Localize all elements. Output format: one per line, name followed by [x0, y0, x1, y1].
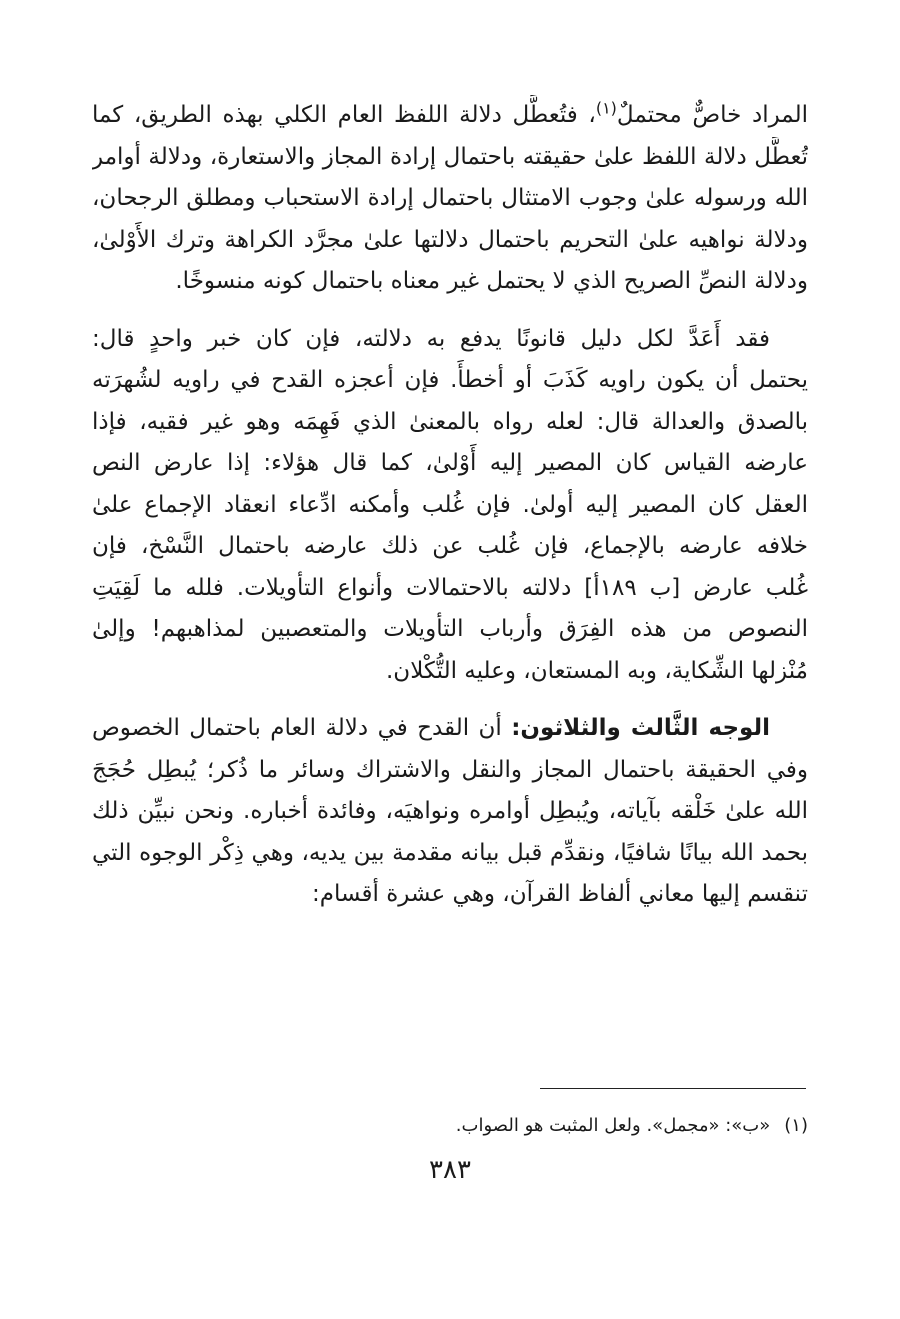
footnote-number: (١): [784, 1115, 808, 1136]
text-run: أن القدح في دلالة العام باحتمال الخصوص: [92, 715, 512, 741]
text-line: ودلالة نواهيه علىٰ التحريم باحتمال دلالتها علىٰ مجرَّد الكراهة وترك الأَوْلىٰ،: [92, 226, 808, 253]
footnote-text: «ب»: «مجمل». ولعل المثبت هو الصواب.: [455, 1115, 771, 1136]
text-line: خلافه عارضه بالإجماع، فإن غُلب عن ذلك عارضه باحتمال النَّسْخ، فإن: [92, 533, 808, 559]
text-line: [92, 708, 808, 750]
paragraph-1: [92, 95, 808, 303]
text-line: بحمد الله بيانًا شافيًا، ونقدِّم قبل بيانه مقدمة بين يديه، وهي ذِكْر الوجوه التي: [92, 839, 808, 866]
footnote: [92, 1112, 808, 1140]
page-body: [92, 95, 808, 916]
text-line: النصوص من هذه الفِرَق وأرباب التأويلات والمتعصبين لمذاهبهم! وإلىٰ: [92, 616, 808, 642]
footnote-marker[interactable]: (١): [595, 98, 617, 118]
text-line: ودلالة النصِّ الصريح الذي لا يحتمل غير معناه باحتمال كونه منسوخًا.: [175, 268, 808, 294]
paragraph-2: [92, 319, 808, 693]
text-line: الله ورسوله علىٰ وجوب الامتثال باحتمال إرادة الاستحباب ومطلق الرجحان،: [92, 185, 808, 211]
page-number: ٣٨٣: [429, 1155, 471, 1185]
text-line: فقد أَعَدَّ لكل دليل قانونًا يدفع به دلالته، فإن كان خبر واحدٍ قال:: [92, 325, 770, 352]
text-line: عارضه القياس كان المصير إليه أَوْلىٰ، كما قال هؤلاء: إذا عارض النص: [92, 450, 808, 476]
text-line: وفي الحقيقة باحتمال المجاز والنقل والاشتراك وسائر ما ذُكر؛ يُبطِل حُجَجَ: [92, 756, 808, 783]
text-line: يحتمل أن يكون راويه كَذَبَ أو أخطأَ. فإن أعجزه القدح في راويه لشُهرَته: [92, 367, 808, 393]
footnote-separator: [540, 1088, 806, 1089]
text-run: المراد خاصٌّ محتملٌ: [616, 102, 808, 128]
text-line: [92, 95, 808, 137]
text-line: مُنْزلها الشِّكاية، وبه المستعان، وعليه التُّكْلان.: [386, 657, 808, 684]
text-line: بالصدق والعدالة قال: لعله رواه بالمعنىٰ الذي فَهِمَه وهو غير فقيه، فإذا: [92, 408, 808, 435]
text-line: غُلب عارض [ب ١٨٩أ] دلالته بالاحتمالات وأنواع التأويلات. فلله ما لَقِيَتِ: [92, 574, 808, 601]
text-line: الله علىٰ خَلْقه بآياته، ويُبطِل أوامره ونواهيَه، وفائدة أخباره. ونحن نبيِّن ذلك: [92, 798, 808, 824]
text-run: ، فتُعطَّل دلالة اللفظ العام الكلي بهذه الطريق، كما: [92, 102, 596, 128]
section-heading: الوجه الثَّالث والثلاثون:: [511, 715, 770, 741]
text-line: تُعطَّل دلالة اللفظ علىٰ حقيقته باحتمال إرادة المجاز والاستعارة، ودلالة أوامر: [92, 143, 808, 170]
paragraph-3: [92, 708, 808, 916]
text-line: العقل كان المصير إليه أولىٰ. فإن غُلب وأمكنه ادِّعاء انعقاد الإجماع علىٰ: [92, 491, 808, 518]
text-line: تنقسم إليها معاني ألفاظ القرآن، وهي عشرة أقسام:: [312, 881, 808, 907]
